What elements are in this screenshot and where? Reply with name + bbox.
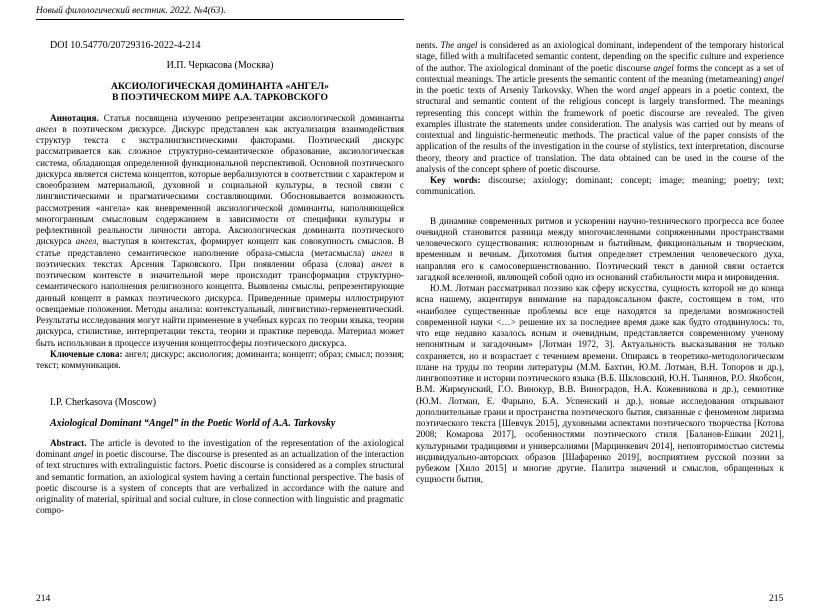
body-paragraph-2: Ю.М. Лотман рассматривал поэзию как сферу искусства, сущность которой не до конца ясна нашему, акцентируя внимание на парадоксальном факте, состоящем в том, что «наиболее существенные проблемы все еще находятся за пределами возможностей современной науки <…> решение их за последнее время даже как будто отодвинулось: то, что еще недавно казалось ясным и очевидным, представляется современному ученому непонятным и загадочным» [Лотман 1972, 3]. Актуальность высказывания не только сохраняется, но и возрастает с течением времени. Опираясь в теоретико-методологическом плане на труды по теории литературы (М.М. Бахтин, Ю.М. Лотман, В.Н. Топоров и др.), лингвопоэтике и истории поэтического языка (В.Б. Шкловский, Ю.Н. Тынянов, Р.О. Якобсон, В.М. Жирмунский, Г.О. Винокур, В.В. Виноградов, Н.А. Кожевникова и др.), семиотике (Ю.М. Лотман, Е. Фарыно, Б.А. Успенский и др.), новые исследования открывают дополнительные грани и пространства поэтического бытия, связанные с феноменом лиризма поэтического текста [Шевчук 2015], духовными аспектами поэтического творчества [Котова 2008; Комарова 2017], особенностями поэтического стиля [Баланов-Ешкин 2021], культурными традициями и универсалиями [Марцинкевич 2014], неповторимостью системы индивидуально-авторских образов [Шафаренко 2019], восприятием русской поэзии за рубежом [Хило 2015] и многие другие. Палитра значений и смыслов, обращенных к сущности бытия,: [416, 283, 784, 485]
abstract-en-text: is considered as an axiological dominant, independent of the temporary historical stage, filled with a multifaceted semantic content, depending on the specific culture and experience of the author. The axiological dominant of the poetic discourse: [416, 40, 784, 73]
abstract-en-text: nents.: [416, 40, 441, 50]
angel-term: angel: [653, 62, 674, 73]
abstract-ru-text: в поэтических текстах Арсения Тарковского. При появлении образа (слова): [36, 247, 404, 269]
abstract-ru-text: Статья посвящена изучению репрезентации аксиологической доминанты: [98, 112, 404, 123]
body-paragraph-1: В динамике современных ритмов и ускорении научно-технического прогресса все более очевидной становится разница между многочисленными сопряженными пространствами человеческого существования: иллюзорным и бытийным, фикциональным и творческим, временным и вечным. Дихотомия бытия определяет стремления человеческого духа, направляя его к самосовершенствованию. Поэтический текст в данной связи остается загадкой вселенной, являющей собой одно из оснований стабильности мира и мировидения.: [416, 215, 784, 282]
author-en: I.P. Cherkasova (Moscow): [50, 397, 157, 409]
page-number-right: 215: [769, 594, 784, 604]
abstract-en-text: appears in a poetic context, the structural and semantic content of the religious concept is largely transformed. The meanings representing this concept within the framework of poetic discourse are revealed. The given examples illustrate the statements under consideration. The analysis was carried out by means of contextual and linguistic-hermeneutic methods. The practical value of the paper consists of the application of the results of the investigation in the course of stylistics, text interpretation, discourse theory, theory and practice of translation. The data obtained can be used in the course of the analysis of the concept sphere of poetic discourse.: [416, 85, 785, 174]
title-ru-line1: АКСИОЛОГИЧЕСКАЯ ДОМИНАНТА «АНГЕЛ»: [111, 80, 329, 92]
abstract-en: [36, 438, 404, 517]
abstract-en-label: Abstract.: [50, 437, 87, 448]
keywords-ru-text: ангел; дискурс; аксиология; доминанта; концепт; образ; смысл; поэзия; текст; коммуникация.: [36, 348, 404, 370]
title-ru: [36, 81, 404, 104]
doi: DOI 10.54770/20729316-2022-4-214: [50, 40, 201, 51]
running-head: Новый филологический вестник. 2022. №4(63).: [36, 6, 226, 16]
abstract-en-text: in the poetic texts of Arseniy Tarkovsky. When the word: [416, 85, 640, 95]
abstract-en-text: forms the concept as a set of contextual meanings. The article presents the semantic content of the meaning (metameaning): [416, 62, 784, 84]
keywords-en-label: Key words:: [430, 175, 481, 185]
abstract-ru-text: в поэтическом дискурсе. Дискурс представлен как актуализация взаимодействия структур текста с экстралингвистическими факторами. Поэтический дискурс рассматривается как сложное структурно-семантическое образование, аксиологическая система, обладающая определенной функциональной перспективой. Основной поэтического дискурса является система концептов, которые вербализуются в соответствии с характером и своеобразием материальной, духовной и социальной культуры, в тесной связи с лингвистическими и прагматическими составляющими. Обосновывается возможность рассмотрения «ангела» как вневременной аксиологической доминанты, наполняющейся многогранным смысловым содержанием в зависимости от специфики культуры и рефлективной реальности личности автора. Аксиологическая доминанта поэтического дискурса: [36, 123, 404, 247]
angel-term: The angel: [440, 40, 478, 50]
header-rule: [36, 19, 404, 20]
left-page: [36, 40, 404, 517]
angel-term: ангел: [371, 247, 393, 258]
keywords-en-text: discourse; axiology; dominant; concept; image; meaning; poetry; text; communication.: [416, 175, 784, 197]
abstract-en-text: The article is devoted to the investigation of the representation of the axiological dominant: [36, 437, 404, 459]
abstract-ru-label: Аннотация.: [50, 112, 99, 123]
abstract-en-continued: [416, 40, 784, 175]
keywords-ru-label: Ключевые слова:: [50, 348, 123, 359]
right-page: [416, 40, 784, 486]
abstract-ru: [36, 113, 404, 349]
page-number-left: 214: [36, 594, 51, 604]
title-ru-line2: В ПОЭТИЧЕСКОМ МИРЕ А.А. ТАРКОВСКОГО: [111, 92, 329, 103]
abstract-ru-text: в поэтическом контексте в значительной мере происходит трансформация структурно-семантического наполнения религиозного концепта. Выявлены смыслы, репрезентирующие данный концепт в рамках поэтического дискурса. Приведенные примеры иллюстрируют освещаемые положения. Методы анализа: контекстуальный, лингвистико-герменевтический. Результаты исследования могут найти применение в учебных курсах по теории языка, теории дискурса, стилистике, интерпретации текста, теории и практике перевода. Материал может быть использован в процессе изучения концептосферы поэтического дискурса.: [36, 258, 404, 348]
keywords-en: [416, 175, 784, 198]
angel-term: angel: [73, 449, 94, 459]
abstract-ru-text: , выступая в контекстах, формирует концепт как совокупность смыслов. В статье представлено семантическое наполнение образа-смысла (метасмысла): [36, 236, 404, 258]
angel-term: ангел: [36, 123, 57, 134]
author-ru: И.П. Черкасова (Москва): [166, 60, 274, 72]
angel-term: ангел: [371, 258, 392, 269]
abstract-en-text: in poetic discourse. The discourse is presented as an actualization of the interaction of text structures with extralinguistic factors. Poetic discourse is considered as a complex structural and semantic formation, an axiological system having a certain functional perspective. The basis of poetic discourse is a system of concepts that are verbalized in accordance with the nature and originality of material, spiritual and social culture, in close connection with linguistic and pragmatic compo-: [36, 449, 404, 516]
keywords-ru: [36, 349, 404, 372]
title-en: Axiological Dominant “Angel” in the Poetic World of A.A. Tarkovsky: [50, 417, 336, 429]
angel-term: angel: [763, 73, 784, 84]
angel-term: angel: [639, 85, 660, 95]
angel-term: ангел: [75, 236, 97, 247]
